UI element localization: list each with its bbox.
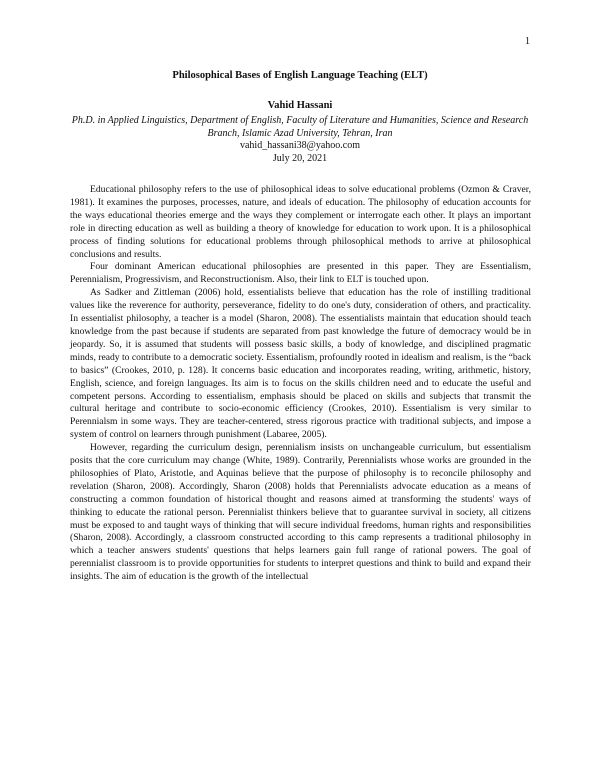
body-text [70, 184, 531, 584]
author-name: Vahid Hassani [267, 100, 333, 111]
paragraph: As Sadker and Zittleman (2006) hold, essentialists believe that education has the role of instilling traditional values like the reverence for authority, perseverance, fidelity to do one's duty, consideration of others, and practicality. In essentialist philosophy, a teacher is a model (Sharon, 2008). The essentialists maintain that education should teach knowledge from the past because if students are separated from past knowledge the future of democracy would be in jeopardy. So, it is assumed that students will possess basic skills, a body of knowledge, and disciplined pragmatic minds, ready to contribute to a democratic society. Essentialism, profoundly rooted in idealism and realism, is the “back to basics” (Crookes, 2010, p. 128). It concerns basic education and incorporates reading, writing, arithmetic, history, English, science, and foreign languages. Its aim is to focus on the skills children need and to educate the useful and competent persons. According to essentialism, emphasis should be placed on skills and subjects that transmit the cultural heritage and contribute to socio-economic efficiency (Crookes, 2010). Essentialism is very similar to Perennialsm in some ways. They are teacher-centered, stress rigorous practice with traditional subjects, and impose a system of control on learners through punishment (Labaree, 2005). [70, 287, 531, 441]
author-affiliation: Ph.D. in Applied Linguistics, Department of English, Faculty of Literature and Humanities, Science and Research Branch, Islamic Azad University, Tehran, Iran [71, 115, 529, 139]
paragraph: However, regarding the curriculum design, perennialism insists on unchangeable curriculum, but essentialism posits that the core curriculum may change (White, 1989). Contrarily, Perennialists whose works are grounded in the philosophies of Plato, Aristotle, and Aquinas believe that the purpose of philosophy is to reconcile philosophy and revelation (Sharon, 2008). Accordingly, Sharon (2008) holds that Perennialists advocate education as a means of constructing a common foundation of historical thought and reasons aimed at transforming the students' ways of thinking to educate the rational person. Perennialist thinkers believe that to guarantee survival in society, all citizens must be exposed to and taught ways of thinking that will secure individual freedoms, human rights and responsibilities (Sharon, 2008). Accordingly, a classroom constructed according to this camp represents a traditional philosophy in which a teacher answers students' questions that helps learners gain full range of rational powers. The goal of perennialist classroom is to provide opportunities for students to interpret questions and think to build and expand their insights. The aim of education is the growth of the intellectual [70, 442, 531, 583]
author-email: vahid_hassani38@yahoo.com [239, 140, 361, 151]
paragraph: Four dominant American educational philosophies are presented in this paper. They are Essentialism, Perennialism, Progressivism, and Reconstructionism. Also, their link to ELT is touched upon. [70, 261, 531, 286]
paper-title: Philosophical Bases of English Language Teaching (ELT) [172, 70, 428, 81]
paper-date: July 20, 2021 [272, 153, 328, 164]
paragraph: Educational philosophy refers to the use of philosophical ideas to solve educational problems (Ozmon & Craver, 1981). It examines the purposes, processes, nature, and ideals of education. The philosophy of education accounts for the ways educational theories emerge and the ways they complement or interrogate each other. It plays an important role in directing education as well as building a theory of knowledge for education to work upon. It is a philosophical process of finding solutions for educational problems through philosophical methods to arrive at philosophical conclusions and results. [70, 184, 531, 260]
page-number: 1 [525, 36, 530, 47]
